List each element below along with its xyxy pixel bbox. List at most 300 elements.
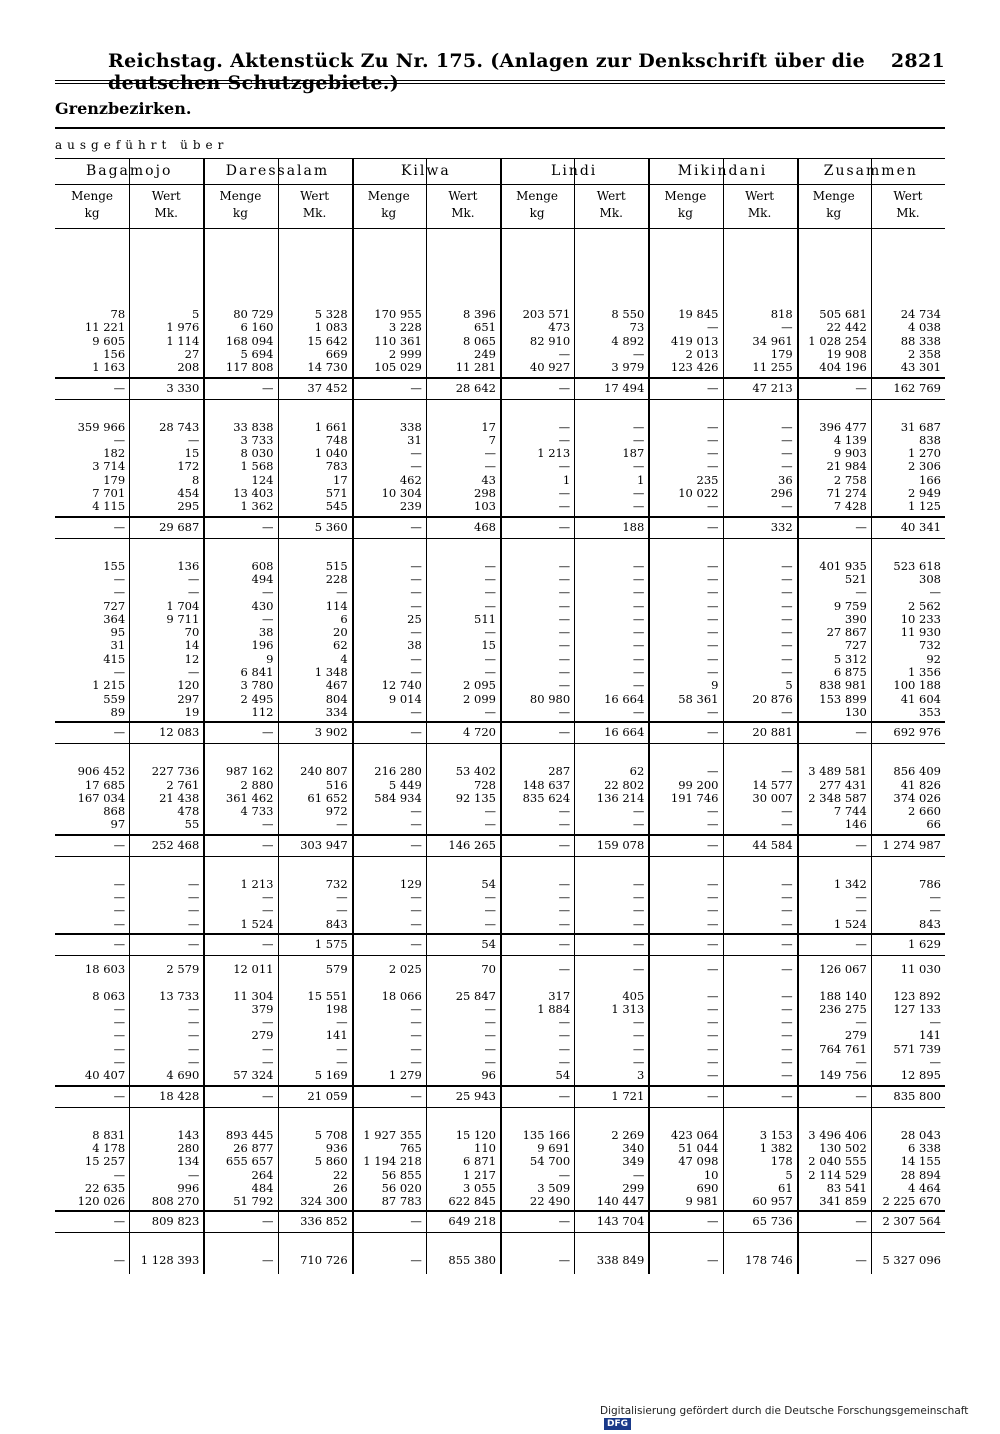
table-cell: 20 876 — [752, 691, 793, 706]
grand-total-cell: — — [410, 1253, 422, 1268]
table-cell: — — [632, 665, 645, 679]
table-cell: 141 — [325, 1028, 348, 1043]
table-cell: 58 361 — [678, 691, 719, 706]
table-cell: 571 — [325, 486, 348, 500]
table-cell: — — [781, 817, 793, 832]
table-cell: — — [410, 1055, 422, 1069]
table-cell: 57 324 — [233, 1068, 274, 1083]
total-cell: — — [781, 936, 793, 951]
table-cell: 14 — [184, 638, 200, 653]
table-cell: — — [410, 903, 422, 918]
table-cell: 148 637 — [522, 777, 571, 792]
header-title: Reichstag. Aktenstück Zu Nr. 175. (Anlagen zur Denkschrift über die deutschen Schutzgebiete.) — [108, 50, 866, 94]
table-cell: 264 — [251, 1167, 274, 1182]
table-cell: 92 135 — [455, 790, 496, 805]
table-cell: 430 — [251, 598, 274, 613]
table-cell: 123 426 — [670, 360, 719, 375]
table-cell: — — [632, 1028, 645, 1043]
table-cell: — — [929, 1055, 941, 1069]
table-cell: — — [706, 446, 719, 461]
total-cell: — — [706, 1214, 719, 1229]
table-cell: 235 — [696, 472, 719, 487]
table-cell: — — [855, 903, 867, 918]
table-cell: 28 894 — [900, 1167, 941, 1182]
table-cell: — — [484, 817, 496, 832]
table-cell: 2 225 670 — [882, 1194, 941, 1209]
table-cell: 454 — [177, 486, 200, 500]
table-cell: 70 — [481, 961, 496, 976]
table-cell: — — [187, 1015, 200, 1030]
table-cell: — — [484, 598, 496, 613]
table-cell: — — [632, 903, 645, 918]
table-cell: 88 338 — [900, 333, 941, 348]
total-cell: 162 769 — [893, 380, 941, 395]
table-cell: — — [187, 903, 200, 918]
table-cell: 105 029 — [374, 360, 422, 375]
total-cell: 65 736 — [752, 1214, 793, 1229]
subheader-wert: Wert Mk. — [448, 189, 478, 220]
table-cell: — — [484, 625, 496, 640]
section-title: Grenzbezirken. — [55, 99, 192, 118]
table-cell: 584 934 — [374, 790, 422, 805]
total-cell: — — [410, 519, 422, 534]
table-cell: — — [632, 678, 645, 693]
table-cell: — — [706, 638, 719, 653]
table-cell: — — [781, 419, 793, 434]
table-cell: 1 976 — [166, 320, 200, 335]
table-cell: 364 — [103, 611, 126, 626]
table-cell: 893 445 — [225, 1127, 274, 1142]
header-rule — [55, 80, 945, 81]
table-cell: 38 — [258, 625, 274, 640]
grand-total-cell: — — [113, 1253, 126, 1268]
table-cell: 2 013 — [685, 346, 719, 361]
total-cell: 649 218 — [448, 1214, 496, 1229]
table-cell: — — [706, 804, 719, 819]
table-cell: 15 551 — [307, 988, 348, 1003]
table-cell: 43 301 — [900, 360, 941, 375]
table-cell: 3 733 — [240, 432, 274, 447]
table-cell: — — [781, 499, 793, 514]
table-cell: — — [781, 903, 793, 918]
table-cell: 134 — [177, 1154, 200, 1169]
table-cell: 478 — [177, 804, 200, 819]
total-cell: 303 947 — [300, 837, 348, 852]
table-cell: 1 040 — [314, 446, 348, 461]
table-cell: 2 114 529 — [808, 1167, 867, 1182]
table-cell: 4 038 — [908, 320, 941, 335]
table-cell: — — [706, 585, 719, 600]
table-cell: — — [484, 459, 496, 474]
group-header: Mikindani — [677, 163, 768, 179]
table-cell: — — [484, 1028, 496, 1043]
table-cell: 9 903 — [833, 446, 867, 461]
table-cell: 130 502 — [819, 1140, 867, 1155]
table-cell: — — [558, 804, 571, 819]
table-cell: — — [706, 876, 719, 891]
table-cell: — — [336, 817, 348, 832]
total-cell: 1 274 987 — [882, 837, 941, 852]
table-cell: — — [410, 890, 422, 904]
table-cell: 2 660 — [908, 804, 941, 819]
table-cell: 135 166 — [522, 1127, 571, 1142]
table-cell: 15 120 — [455, 1127, 496, 1142]
table-cell: 4 115 — [92, 499, 126, 514]
table-cell: 732 — [919, 638, 941, 653]
table-cell: — — [706, 704, 719, 719]
total-cell: 1 629 — [908, 936, 941, 951]
table-cell: 3 979 — [611, 360, 645, 375]
table-cell: — — [632, 625, 645, 640]
table-cell: 1 215 — [92, 678, 126, 693]
table-cell: — — [632, 571, 645, 586]
table-cell: 5 860 — [314, 1154, 348, 1169]
table-cell: 2 999 — [388, 346, 422, 361]
table-cell: 22 490 — [529, 1194, 571, 1209]
table-cell: — — [484, 1055, 496, 1069]
column-rule — [129, 158, 130, 1274]
column-rule — [797, 158, 799, 1274]
table-cell: — — [706, 1015, 719, 1030]
table-cell: 5 169 — [314, 1068, 348, 1083]
total-cell: — — [410, 837, 422, 852]
total-cell: — — [261, 1214, 274, 1229]
table-cell: — — [113, 1055, 126, 1069]
table-cell: — — [558, 903, 571, 918]
table-cell: — — [484, 1041, 496, 1056]
table-cell: — — [261, 817, 274, 832]
table-cell: 9 605 — [92, 333, 126, 348]
table-cell: 1 114 — [166, 333, 200, 348]
table-cell: 7 — [488, 432, 496, 447]
table-cell: — — [706, 320, 719, 335]
total-cell: — — [632, 936, 645, 951]
table-cell: — — [632, 1015, 645, 1030]
column-rule — [352, 158, 354, 1274]
table-cell: 1 163 — [92, 360, 126, 375]
table-cell: 28 043 — [900, 1127, 941, 1142]
table-cell: 182 — [103, 446, 126, 461]
table-cell: 5 328 — [314, 307, 348, 321]
table-cell: 764 761 — [819, 1041, 867, 1056]
total-cell: 143 704 — [596, 1214, 645, 1229]
table-cell: — — [187, 571, 200, 586]
table-cell: 571 739 — [893, 1041, 941, 1056]
table-cell: 1 213 — [537, 446, 571, 461]
grand-total-cell: — — [261, 1253, 274, 1268]
table-cell: — — [706, 817, 719, 832]
table-cell: — — [113, 432, 126, 447]
table-cell: — — [781, 1015, 793, 1030]
table-cell: 1 217 — [463, 1167, 496, 1182]
total-cell: 21 059 — [307, 1088, 348, 1103]
table-cell: 338 — [399, 419, 422, 434]
table-cell: 8 — [191, 472, 200, 487]
total-cell: 4 720 — [463, 725, 496, 740]
subheader-menge: Menge kg — [664, 189, 707, 220]
table-cell: 515 — [325, 558, 348, 573]
table-cell: — — [706, 1028, 719, 1043]
table-cell: 818 — [770, 307, 793, 321]
column-rule — [648, 158, 650, 1274]
table-cell: 10 233 — [900, 611, 941, 626]
table-cell: 8 550 — [611, 307, 645, 321]
table-cell: — — [187, 876, 200, 891]
table-cell: — — [336, 890, 348, 904]
table-cell: 27 — [184, 346, 200, 361]
total-cell: 835 800 — [893, 1088, 941, 1103]
table-cell: 295 — [177, 499, 200, 514]
total-cell: — — [113, 725, 126, 740]
table-cell: — — [113, 1001, 126, 1016]
table-cell: 97 — [110, 817, 126, 832]
table-cell: — — [187, 1167, 200, 1182]
table-cell: 187 — [622, 446, 645, 461]
dfg-logo: DFG — [604, 1418, 631, 1430]
table-cell: — — [410, 651, 422, 666]
column-rule — [500, 158, 502, 1274]
table-cell: 390 — [844, 611, 867, 626]
total-cell: — — [706, 519, 719, 534]
table-cell: 47 098 — [678, 1154, 719, 1169]
table-cell: 9 759 — [833, 598, 867, 613]
table-cell: — — [929, 903, 941, 918]
table-cell: 1 028 254 — [808, 333, 867, 348]
table-cell: 11 281 — [455, 360, 496, 375]
total-cell: 336 852 — [300, 1214, 348, 1229]
total-cell: 12 083 — [159, 725, 200, 740]
table-cell: — — [558, 876, 571, 891]
table-cell: 179 — [770, 346, 793, 361]
table-cell: 87 783 — [381, 1194, 422, 1209]
table-cell: 1 125 — [908, 499, 941, 514]
table-cell: — — [632, 890, 645, 904]
table-cell: 1 524 — [240, 916, 274, 931]
table-cell: — — [187, 585, 200, 600]
table-cell: — — [706, 459, 719, 474]
table-cell: — — [781, 804, 793, 819]
table-cell: 3 714 — [92, 459, 126, 474]
table-cell: 6 871 — [463, 1154, 496, 1169]
table-cell: 3 509 — [537, 1180, 571, 1195]
table-cell: — — [410, 558, 422, 573]
table-cell: 136 214 — [596, 790, 645, 805]
total-cell: — — [558, 936, 571, 951]
table-cell: — — [706, 890, 719, 904]
table-cell: — — [558, 678, 571, 693]
table-cell: 6 338 — [908, 1140, 941, 1155]
table-cell: 838 981 — [819, 678, 867, 693]
table-cell: 1 382 — [759, 1140, 793, 1155]
table-cell: 41 826 — [900, 777, 941, 792]
table-cell: — — [113, 571, 126, 586]
table-cell: — — [484, 558, 496, 573]
column-rule — [574, 158, 575, 1274]
table-cell: 70 — [184, 625, 200, 640]
table-cell: — — [706, 988, 719, 1003]
table-cell: 249 — [474, 346, 496, 361]
table-cell: 166 — [919, 472, 941, 487]
table-cell: 1 194 218 — [363, 1154, 422, 1169]
table-cell: — — [855, 1055, 867, 1069]
table-cell: 9 014 — [388, 691, 422, 706]
table-cell: — — [558, 817, 571, 832]
table-cell: — — [558, 890, 571, 904]
table-cell: 8 063 — [92, 988, 126, 1003]
table-cell: — — [113, 665, 126, 679]
table-cell: 15 — [481, 638, 496, 653]
table-cell: 622 845 — [448, 1194, 496, 1209]
table-cell: 25 — [407, 611, 422, 626]
table-cell: 2 025 — [388, 961, 422, 976]
table-cell: 82 910 — [529, 333, 571, 348]
table-cell: — — [336, 1041, 348, 1056]
table-cell: 856 409 — [893, 764, 941, 779]
total-cell: — — [261, 1088, 274, 1103]
table-cell: — — [410, 446, 422, 461]
table-cell: — — [261, 1041, 274, 1056]
grand-total-cell: 1 128 393 — [140, 1253, 200, 1268]
table-cell: 143 — [177, 1127, 200, 1142]
table-cell: 3 496 406 — [808, 1127, 867, 1142]
table-cell: 843 — [325, 916, 348, 931]
table-cell: 296 — [770, 486, 793, 500]
table-cell: 516 — [325, 777, 348, 792]
table-cell: 835 624 — [522, 790, 571, 805]
total-cell: — — [558, 725, 571, 740]
table-cell: 1 348 — [314, 665, 348, 679]
table-cell: — — [410, 665, 422, 679]
table-cell: — — [706, 611, 719, 626]
table-cell: — — [781, 611, 793, 626]
total-cell: — — [261, 519, 274, 534]
subheader-wert: Wert Mk. — [745, 189, 775, 220]
table-cell: 6 841 — [240, 665, 274, 679]
table-cell: — — [632, 499, 645, 514]
table-cell: 240 807 — [300, 764, 348, 779]
table-cell: 25 847 — [455, 988, 496, 1003]
table-cell: — — [781, 890, 793, 904]
table-cell: 129 — [399, 876, 422, 891]
table-cell: — — [558, 346, 571, 361]
total-cell: 28 642 — [455, 380, 496, 395]
table-cell: 149 756 — [819, 1068, 867, 1083]
table-cell: 54 — [481, 876, 496, 891]
table-cell: 2 562 — [908, 598, 941, 613]
table-cell: — — [781, 558, 793, 573]
table-cell: 2 579 — [166, 961, 200, 976]
table-cell: 1 884 — [537, 1001, 571, 1016]
total-cell: 29 687 — [159, 519, 200, 534]
table-cell: 8 030 — [240, 446, 274, 461]
table-cell: — — [781, 1028, 793, 1043]
table-cell: 494 — [251, 571, 274, 586]
grand-total-cell: 338 849 — [596, 1253, 645, 1268]
table-cell: 9 691 — [537, 1140, 571, 1155]
table-cell: 11 030 — [900, 961, 941, 976]
table-cell: — — [484, 585, 496, 600]
table-cell: 30 007 — [752, 790, 793, 805]
table-cell: 727 — [844, 638, 867, 653]
table-cell: — — [261, 585, 274, 600]
table-cell: 936 — [325, 1140, 348, 1155]
table-cell: 838 — [919, 432, 941, 447]
table-cell: — — [187, 665, 200, 679]
table-cell: — — [261, 1015, 274, 1030]
table-cell: 31 — [110, 638, 126, 653]
subheader-wert: Wert Mk. — [300, 189, 330, 220]
table-cell: — — [113, 1167, 126, 1182]
table-cell: 2 348 587 — [808, 790, 867, 805]
table-cell: 6 875 — [833, 665, 867, 679]
table-cell: — — [706, 1068, 719, 1083]
table-cell: 15 — [184, 446, 200, 461]
table-cell: 14 730 — [307, 360, 348, 375]
table-cell: 783 — [325, 459, 348, 474]
table-cell: 2 495 — [240, 691, 274, 706]
table-cell: 12 011 — [233, 961, 274, 976]
table-cell: 21 438 — [159, 790, 200, 805]
table-cell: — — [781, 651, 793, 666]
table-cell: 8 831 — [92, 1127, 126, 1142]
table-cell: 505 681 — [819, 307, 867, 321]
table-cell: 2 758 — [833, 472, 867, 487]
table-cell: 727 — [103, 598, 126, 613]
table-cell: — — [781, 598, 793, 613]
table-cell: 2 949 — [908, 486, 941, 500]
table-cell: 146 — [844, 817, 867, 832]
table-cell: 2 761 — [166, 777, 200, 792]
table-cell: — — [781, 1001, 793, 1016]
table-cell: 786 — [919, 876, 941, 891]
table-cell: — — [410, 1041, 422, 1056]
total-cell: 3 330 — [166, 380, 200, 395]
table-cell: — — [484, 446, 496, 461]
table-cell: 19 — [184, 704, 200, 719]
table-cell: — — [781, 432, 793, 447]
total-cell: — — [113, 519, 126, 534]
table-cell: 334 — [325, 704, 348, 719]
table-cell: 110 — [474, 1140, 496, 1155]
table-cell: 669 — [325, 346, 348, 361]
table-cell: — — [113, 916, 126, 931]
table-cell: — — [632, 1055, 645, 1069]
table-cell: — — [632, 486, 645, 500]
table-cell: 405 — [622, 988, 645, 1003]
table-cell: 188 140 — [819, 988, 867, 1003]
table-cell: 172 — [177, 459, 200, 474]
table-cell: 655 657 — [225, 1154, 274, 1169]
table-cell: — — [632, 598, 645, 613]
table-cell: 12 895 — [900, 1068, 941, 1083]
table-cell: — — [261, 611, 274, 626]
table-cell: — — [484, 890, 496, 904]
table-cell: — — [781, 320, 793, 335]
table-cell: — — [558, 432, 571, 447]
total-cell: — — [706, 936, 719, 951]
table-cell: — — [558, 665, 571, 679]
table-cell: 16 664 — [604, 691, 645, 706]
table-cell: — — [632, 459, 645, 474]
table-cell: — — [484, 903, 496, 918]
table-cell: 690 — [696, 1180, 719, 1195]
grand-total-cell: 855 380 — [448, 1253, 496, 1268]
table-cell: — — [632, 1041, 645, 1056]
table-cell: — — [558, 585, 571, 600]
table-cell: 4 — [340, 651, 348, 666]
table-cell: — — [781, 638, 793, 653]
table-cell: 83 541 — [826, 1180, 867, 1195]
